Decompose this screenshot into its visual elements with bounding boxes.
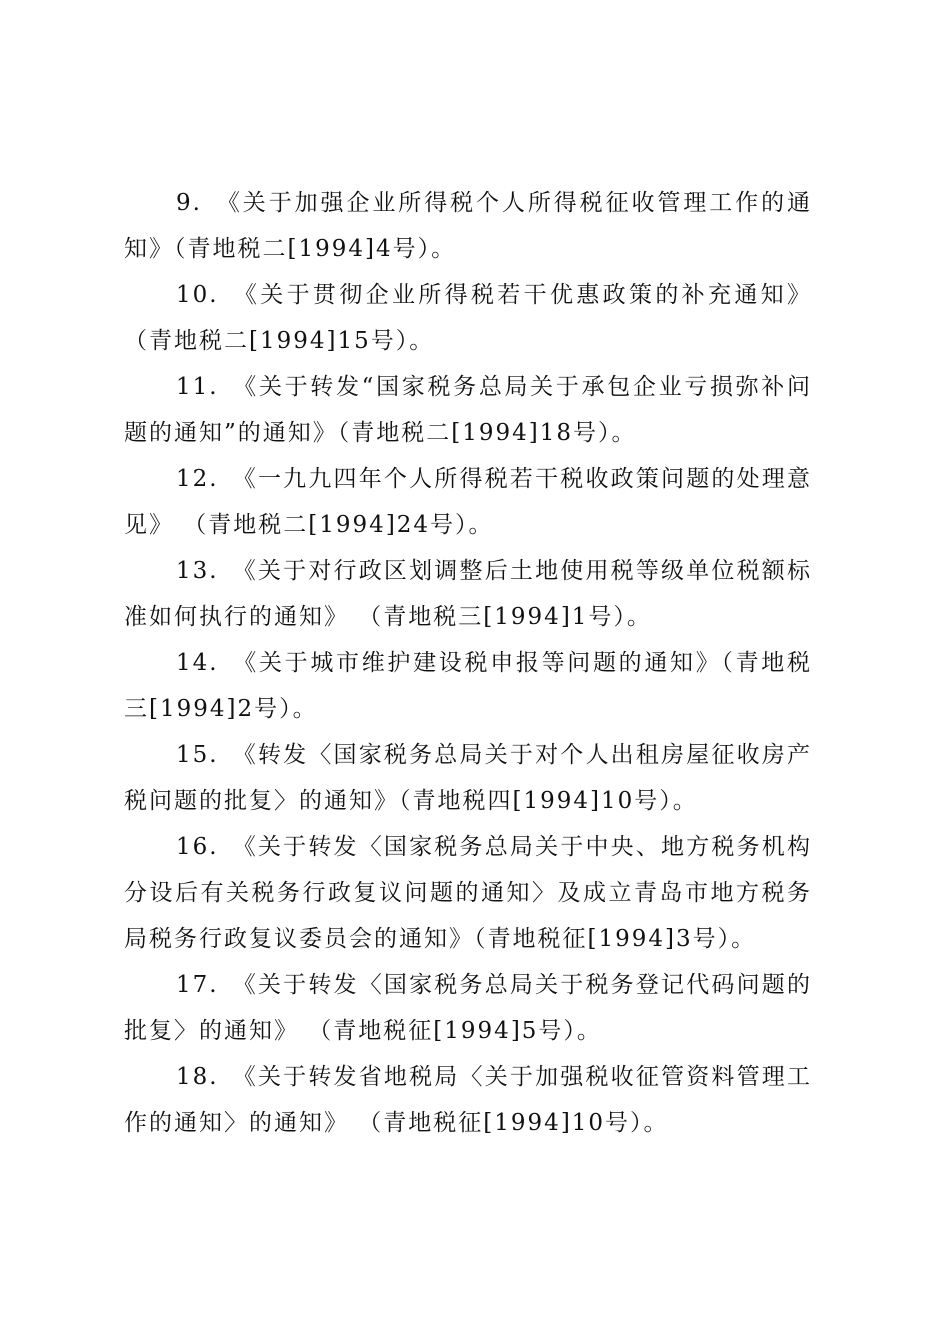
item-text: 《关于转发〈国家税务总局关于中央、地方税务机构分设后有关税务行政复议问题的通知〉及成立青岛市地方税务局税务行政复议委员会的通知》（青地税征[1994]3号）。 [124, 834, 812, 952]
list-item [124, 732, 812, 824]
item-number: 15. [176, 742, 219, 768]
item-number: 10. [176, 282, 219, 308]
item-text: 《关于加强企业所得税个人所得税征收管理工作的通知》（青地税二[1994]4号）。 [124, 190, 812, 262]
list-item [124, 824, 812, 962]
list-item [124, 962, 812, 1054]
item-number: 11. [176, 374, 219, 400]
item-number: 12. [176, 466, 219, 492]
item-text: 《关于转发省地税局〈关于加强税收征管资料管理工作的通知〉的通知》 （青地税征[1994]10号）。 [124, 1064, 812, 1136]
list-item [124, 180, 812, 272]
list-item [124, 640, 812, 732]
item-text: 《关于转发“国家税务总局关于承包企业亏损弥补问题的通知”的通知》（青地税二[1994]18号）。 [124, 374, 812, 446]
item-number: 17. [176, 972, 219, 998]
item-text: 《关于贯彻企业所得税若干优惠政策的补充通知》（青地税二[1994]15号）。 [124, 282, 812, 354]
item-text: 《关于转发〈国家税务总局关于税务登记代码问题的批复〉的通知》 （青地税征[1994]5号）。 [124, 972, 812, 1044]
item-number: 9. [176, 190, 202, 216]
item-number: 16. [176, 834, 219, 860]
list-item [124, 548, 812, 640]
item-text: 《一九九四年个人所得税若干税收政策问题的处理意见》 （青地税二[1994]24号）。 [124, 466, 812, 538]
item-text: 《转发〈国家税务总局关于对个人出租房屋征收房产税问题的批复〉的通知》（青地税四[1994]10号）。 [124, 742, 812, 814]
list-item [124, 364, 812, 456]
document-body [124, 180, 812, 1146]
item-text: 《关于城市维护建设税申报等问题的通知》（青地税三[1994]2号）。 [124, 650, 812, 722]
item-number: 18. [176, 1064, 219, 1090]
item-number: 13. [176, 558, 219, 584]
list-item [124, 456, 812, 548]
list-item [124, 272, 812, 364]
list-item [124, 1054, 812, 1146]
item-text: 《关于对行政区划调整后土地使用税等级单位税额标准如何执行的通知》 （青地税三[1994]1号）。 [124, 558, 812, 630]
item-number: 14. [176, 650, 219, 676]
